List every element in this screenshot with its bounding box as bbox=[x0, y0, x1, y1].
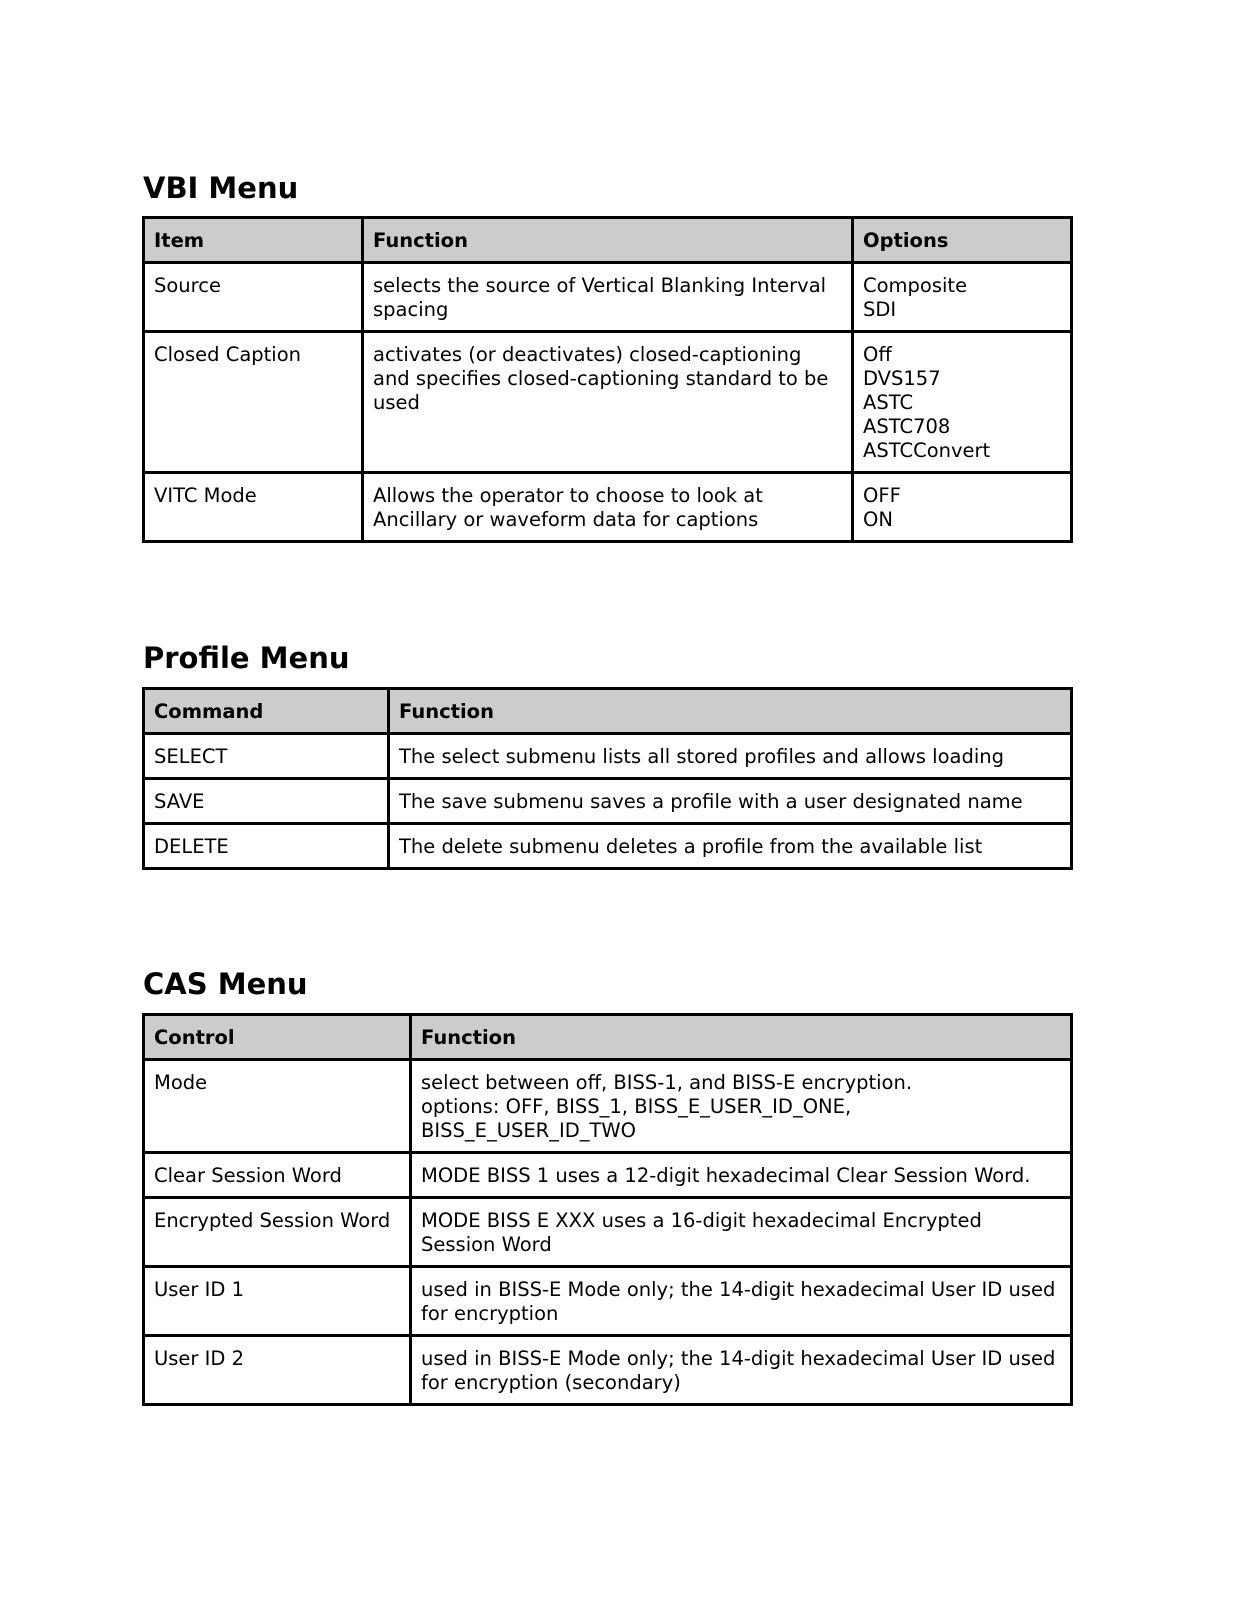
option-value: ON bbox=[863, 508, 893, 531]
function-line: used in BISS-E Mode only; the 14-digit hexadecimal User ID used for encryption (secondary) bbox=[421, 1347, 1056, 1394]
column-header: Function bbox=[363, 218, 853, 263]
vbi-menu-table bbox=[142, 216, 1073, 543]
column-header: Options bbox=[853, 218, 1072, 263]
command-cell: SELECT bbox=[144, 734, 389, 779]
function-cell bbox=[411, 1153, 1072, 1198]
profile-menu-table bbox=[142, 687, 1073, 870]
function-line: used in BISS-E Mode only; the 14-digit hexadecimal User ID used for encryption bbox=[421, 1278, 1056, 1325]
table-row bbox=[144, 263, 1072, 332]
function-cell bbox=[411, 1198, 1072, 1267]
function-cell: The select submenu lists all stored profiles and allows loading bbox=[389, 734, 1072, 779]
column-header: Control bbox=[144, 1015, 411, 1060]
option-value: DVS157 bbox=[863, 367, 941, 390]
function-cell: The delete submenu deletes a profile from the available list bbox=[389, 824, 1072, 869]
cas-menu-table bbox=[142, 1013, 1073, 1406]
table-row bbox=[144, 734, 1072, 779]
table-row bbox=[144, 473, 1072, 542]
option-value: SDI bbox=[863, 298, 897, 321]
column-header: Command bbox=[144, 689, 389, 734]
control-cell: Mode bbox=[144, 1060, 411, 1153]
table-row bbox=[144, 1153, 1072, 1198]
options-cell bbox=[853, 263, 1072, 332]
function-line: select between off, BISS-1, and BISS-E encryption. bbox=[421, 1071, 913, 1094]
control-cell: User ID 1 bbox=[144, 1267, 411, 1336]
profile-menu-title: Profile Menu bbox=[143, 641, 350, 675]
table-row bbox=[144, 1060, 1072, 1153]
option-value: ASTCConvert bbox=[863, 439, 991, 462]
option-value: ASTC708 bbox=[863, 415, 951, 438]
vbi-menu-title: VBI Menu bbox=[143, 171, 299, 205]
cas-menu-title: CAS Menu bbox=[143, 967, 308, 1001]
option-value: Composite bbox=[863, 274, 968, 297]
function-cell: selects the source of Vertical Blanking Interval spacing bbox=[363, 263, 853, 332]
table-header-row bbox=[144, 689, 1072, 734]
column-header: Function bbox=[389, 689, 1072, 734]
options-cell bbox=[853, 332, 1072, 473]
item-cell: Source bbox=[144, 263, 363, 332]
column-header: Item bbox=[144, 218, 363, 263]
function-cell bbox=[411, 1267, 1072, 1336]
item-cell: VITC Mode bbox=[144, 473, 363, 542]
table-row bbox=[144, 1336, 1072, 1405]
control-cell: User ID 2 bbox=[144, 1336, 411, 1405]
function-line: options: OFF, BISS_1, BISS_E_USER_ID_ONE, BISS_E_USER_ID_TWO bbox=[421, 1095, 852, 1142]
option-value: ASTC bbox=[863, 391, 914, 414]
column-header: Function bbox=[411, 1015, 1072, 1060]
control-cell: Clear Session Word bbox=[144, 1153, 411, 1198]
table-header-row bbox=[144, 1015, 1072, 1060]
option-value: Off bbox=[863, 343, 892, 366]
control-cell: Encrypted Session Word bbox=[144, 1198, 411, 1267]
table-row bbox=[144, 779, 1072, 824]
function-cell: The save submenu saves a profile with a user designated name bbox=[389, 779, 1072, 824]
function-cell: Allows the operator to choose to look at Ancillary or waveform data for captions bbox=[363, 473, 853, 542]
table-row bbox=[144, 824, 1072, 869]
table-header-row bbox=[144, 218, 1072, 263]
function-line: MODE BISS E XXX uses a 16-digit hexadecimal Encrypted Session Word bbox=[421, 1209, 982, 1256]
command-cell: DELETE bbox=[144, 824, 389, 869]
table-row bbox=[144, 1267, 1072, 1336]
option-value: OFF bbox=[863, 484, 901, 507]
item-cell: Closed Caption bbox=[144, 332, 363, 473]
command-cell: SAVE bbox=[144, 779, 389, 824]
function-line: MODE BISS 1 uses a 12-digit hexadecimal Clear Session Word. bbox=[421, 1164, 1031, 1187]
options-cell bbox=[853, 473, 1072, 542]
function-cell bbox=[411, 1060, 1072, 1153]
table-row bbox=[144, 332, 1072, 473]
table-row bbox=[144, 1198, 1072, 1267]
function-cell bbox=[411, 1336, 1072, 1405]
function-cell: activates (or deactivates) closed-captioning and specifies closed-captioning standard to be used bbox=[363, 332, 853, 473]
